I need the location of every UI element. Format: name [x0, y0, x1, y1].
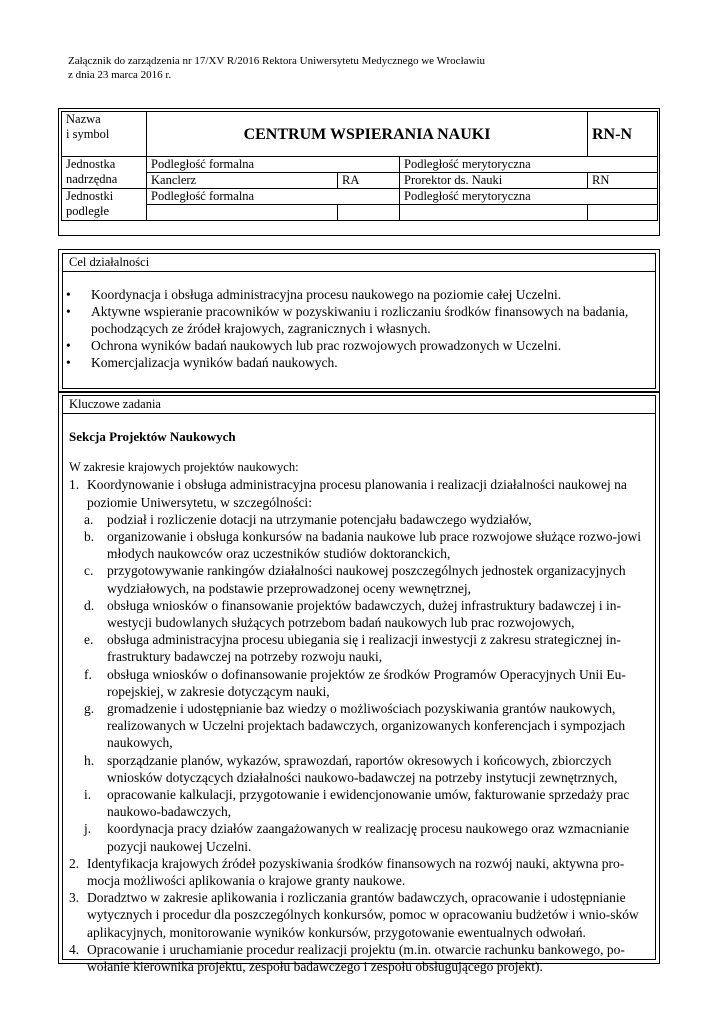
task-item-4: 4. Opracowanie i uruchamianie procedur realizacji projektu (m.in. otwarcie rachunku bankowego, po-wołanie kierownika projektu, zespołu badawczego i zespołu obsługującego projekt). [69, 941, 625, 975]
goal-item: • Ochrona wyników badań naukowych lub prac rozwojowych prowadzonych w Uczelni. [66, 338, 562, 353]
subtask-item: f. obsługa wniosków o dofinansowanie projektów ze środków Programów Operacyjnych Unii Eu-ropejskiej, w zakresie dotyczącym nauki, [84, 666, 626, 699]
unit-metadata-table [61, 111, 658, 221]
header-line-1: Załącznik do zarządzenia nr 17/XV R/2016 Rektora Uniwersytetu Medycznego we Wrocławiu [68, 55, 486, 67]
subtask-item: a. podział i rozliczenie dotacji na utrzymanie potencjału badawczego wydziałów, [84, 511, 532, 527]
goals-section [58, 249, 660, 393]
subtask-item: e. obsługa administracyjna procesu ubiegania się i realizacji inwestycji z zakresu strategicznej in-frastruktury badawczej na potrzeby rozwoju nauki, [84, 632, 621, 665]
sub-substantive-value [400, 205, 588, 221]
sub-formal-code [338, 205, 400, 221]
formal-subordination-label: Podległość formalna [147, 157, 400, 173]
subtask-item: i. opracowanie kalkulacji, przygotowanie i ewidencjonowanie umów, fakturowanie sprzedaży prac naukowo-badawczych, [84, 787, 630, 820]
formal-subordination-code: RA [338, 173, 400, 189]
task-item-3: 3. Doradztwo w zakresie aplikowania i rozliczania grantów badawczych, opracowanie i udostępnianie wytycznych i procedur dla poszczególnych konkursów, pomoc w opracowaniu budżetów i wnio-sków aplikacyjnych, monitorowanie wyników konkursów, przygotowanie ewentualnych odwołań. [69, 890, 639, 940]
unit-title: CENTRUM WSPIERANIA NAUKI [147, 112, 588, 157]
section-title: Sekcja Projektów Naukowych [69, 429, 236, 444]
sub-formal-label: Podległość formalna [147, 189, 400, 205]
formal-subordination-value: Kanclerz [147, 173, 338, 189]
sub-substantive-code [588, 205, 658, 221]
sub-substantive-label: Podległość merytoryczna [400, 189, 658, 205]
substantive-subordination-code: RN [588, 173, 658, 189]
header-line-2: z dnia 23 marca 2016 r. [68, 69, 172, 81]
substantive-subordination-value: Prorektor ds. Nauki [400, 173, 588, 189]
goal-item: • Aktywne wspieranie pracowników w pozyskiwaniu i rozliczaniu środków finansowych na badania, pochodzących ze źródeł krajowych, zagranicznych i własnych. [66, 304, 629, 336]
goal-item: • Komercjalizacja wyników badań naukowych. [66, 355, 338, 370]
subtask-item: b. organizowanie i obsługa konkursów na badania naukowe lub prace rozwojowe służące rozwo-jowi młodych naukowców oraz uczestników studiów doktoranckich, [84, 529, 641, 562]
goal-item: • Koordynacja i obsługa administracyjna procesu naukowego na poziomie całej Uczelni. [66, 287, 562, 302]
subtask-item: d. obsługa wniosków o finansowanie projektów badawczych, dużej infrastruktury badawczej i in-westycji budowlanych służących potrzebom badań naukowych lub prac rozwojowych, [84, 597, 621, 631]
key-tasks-body [69, 418, 645, 975]
subtask-item: j. koordynacja pracy działów zaangażowanych w realizację procesu naukowego oraz wzmacnianie pozycji naukowej Uczelni. [84, 821, 630, 854]
parent-unit-label: Jednostka nadrzędna [62, 157, 147, 189]
sub-formal-value [147, 205, 338, 221]
subordinate-units-label: Jednostki podległe [62, 189, 147, 221]
task-item-2: 2. Identyfikacja krajowych źródeł pozyskiwania środków finansowych na rozwój nauki, aktywna pro-mocja możliwości aplikowania o krajowe granty naukowe. [69, 855, 625, 889]
document-header-note [68, 54, 485, 82]
unit-code: RN-N [588, 112, 658, 157]
subtask-item: g. gromadzenie i udostępnianie baz wiedzy o możliwościach pozyskiwania grantów naukowych, realizowanych w Uczelni projektach badawczych, organizowanych konferencjach i sympozjach naukowych, [84, 701, 626, 751]
name-symbol-label: Nazwa i symbol [62, 112, 147, 157]
tasks-intro: W zakresie krajowych projektów naukowych: [69, 460, 299, 475]
key-tasks-label: Kluczowe zadania [63, 396, 655, 414]
goals-list [63, 286, 647, 371]
task-item-1: 1. Koordynowanie i obsługa administracyjna procesu planowania i realizacji działalności naukowej na poziomie Uniwersytetu, w szczególności: [69, 477, 627, 510]
substantive-subordination-label: Podległość merytoryczna [400, 157, 658, 173]
goals-label: Cel działalności [63, 254, 655, 272]
subtask-item: h. sporządzanie planów, wykazów, sprawozdań, raportów okresowych i końcowych, zbiorczych wniosków dotyczących działalności naukowo-badawczej na potrzeby instytucji zewnętrznych, [84, 752, 618, 785]
subtask-item: c. przygotowywanie rankingów działalności naukowej poszczególnych jednostek organizacyjnych wydziałowych, na podstawie przeprowadzonej oceny wewnętrznej, [84, 563, 626, 596]
key-tasks-section [58, 391, 660, 975]
